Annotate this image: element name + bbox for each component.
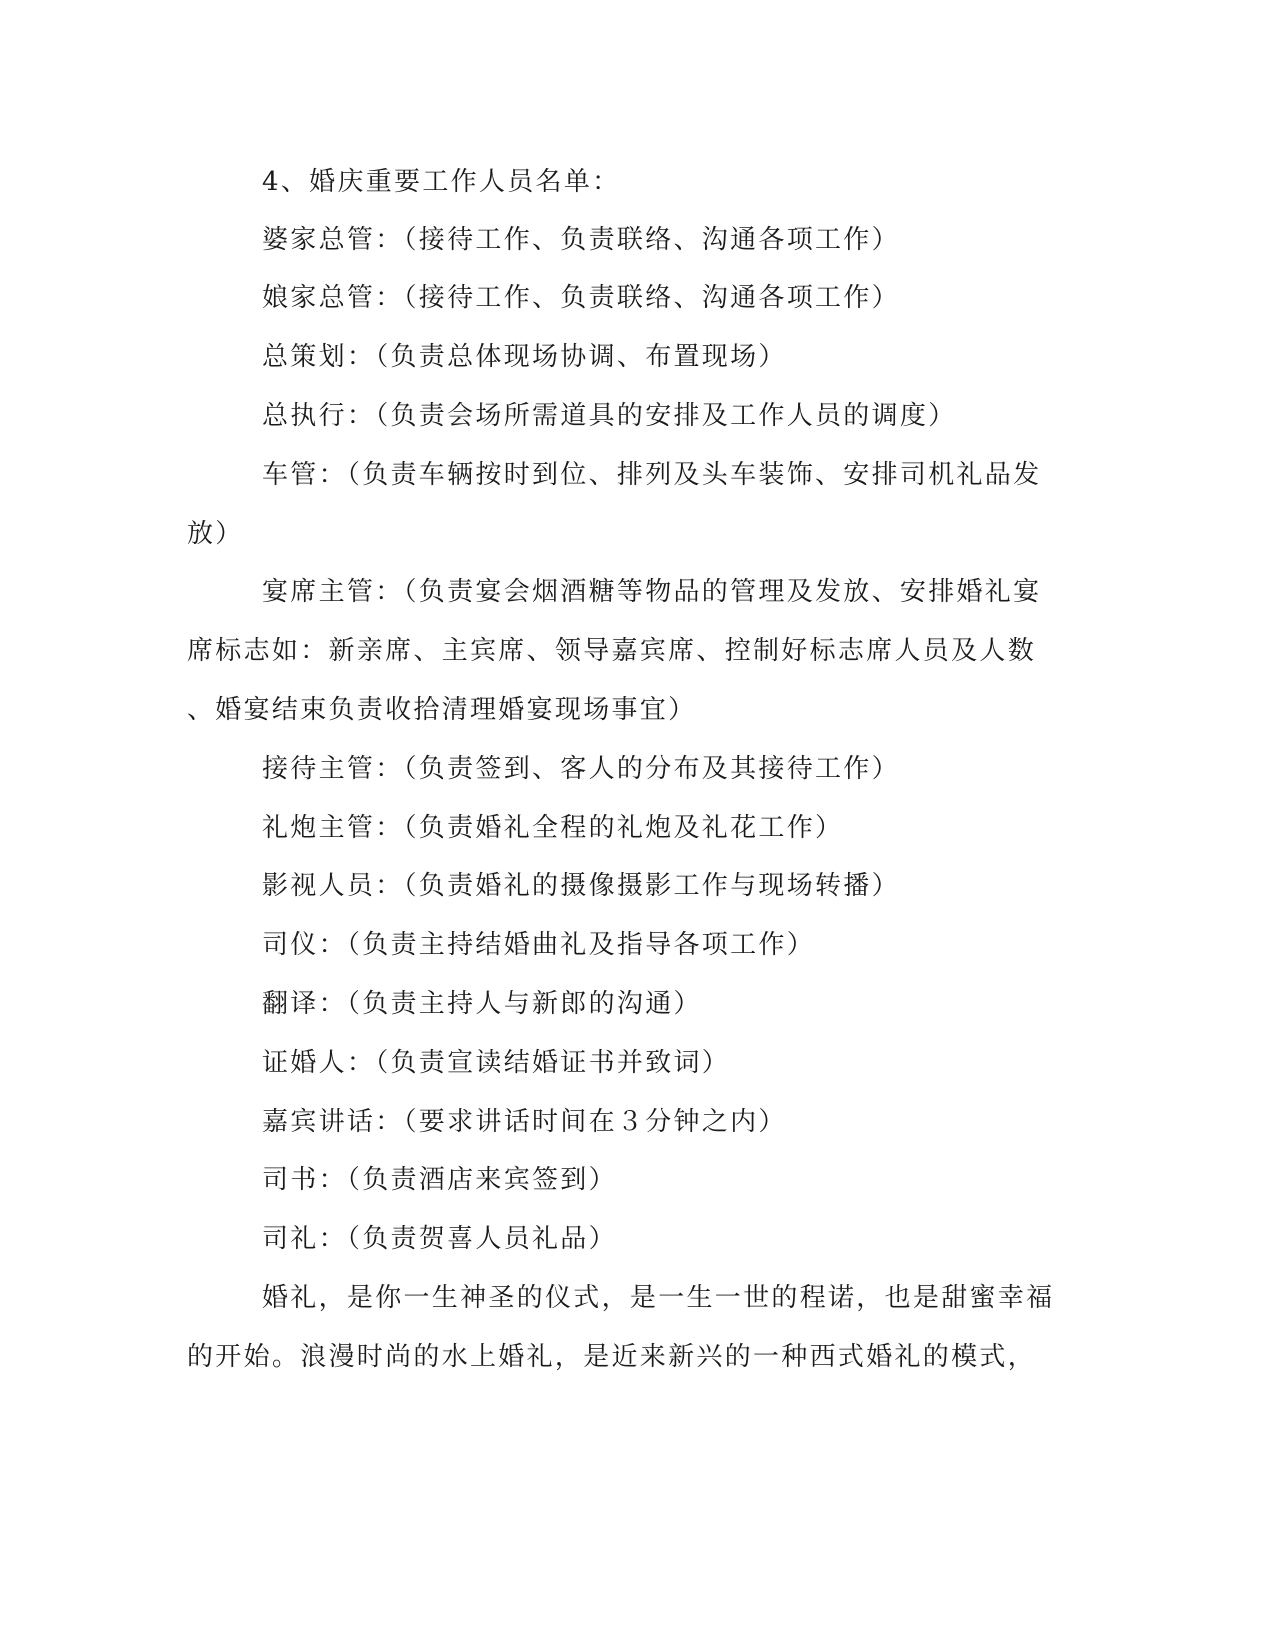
role-sishu: 司书：（负责酒店来宾签到）	[262, 1165, 617, 1195]
role-zhenghunren: 证婚人：（负责宣读结婚证书并致词）	[262, 1048, 731, 1078]
closing-paragraph-line-1: 婚礼，是你一生神圣的仪式，是一生一世的程诺，也是甜蜜幸福	[262, 1283, 1055, 1313]
role-pojia-zongguan: 婆家总管：（接待工作、负责联络、沟通各项工作）	[262, 225, 900, 255]
role-yingshi-renyuan: 影视人员：（负责婚礼的摄像摄影工作与现场转播）	[262, 871, 900, 901]
role-yanxi-zhuguan: 宴席主管：（负责宴会烟酒糖等物品的管理及发放、安排婚礼宴	[262, 577, 1042, 607]
role-yanxi-zhuguan-continued-2: 、婚宴结束负责收拾清理婚宴现场事宜）	[187, 695, 697, 725]
role-zongzhixing: 总执行：（负责会场所需道具的安排及工作人员的调度）	[262, 401, 957, 431]
role-cheguan: 车管：（负责车辆按时到位、排列及头车装饰、安排司机礼品发	[262, 460, 1042, 490]
role-jiedai-zhuguan: 接待主管：（负责签到、客人的分布及其接待工作）	[262, 754, 900, 784]
closing-paragraph-line-2: 的开始。浪漫时尚的水上婚礼，是近来新兴的一种西式婚礼的模式，	[187, 1342, 1037, 1372]
role-fanyi: 翻译：（负责主持人与新郎的沟通）	[262, 989, 702, 1019]
role-siyi: 司仪：（负责主持结婚曲礼及指导各项工作）	[262, 930, 816, 960]
role-cheguan-continued: 放）	[187, 519, 244, 549]
role-jiabin-jianghua: 嘉宾讲话：（要求讲话时间在３分钟之内）	[262, 1107, 787, 1137]
role-yanxi-zhuguan-continued: 席标志如：新亲席、主宾席、领导嘉宾席、控制好标志席人员及人数	[187, 636, 1037, 666]
role-niangjia-zongguan: 娘家总管：（接待工作、负责联络、沟通各项工作）	[262, 283, 900, 313]
section-heading: 4、婚庆重要工作人员名单：	[262, 167, 621, 197]
role-sili: 司礼：（负责贺喜人员礼品）	[262, 1224, 617, 1254]
role-zongcehua: 总策划：（负责总体现场协调、布置现场）	[262, 342, 787, 372]
role-lipao-zhuguan: 礼炮主管：（负责婚礼全程的礼炮及礼花工作）	[262, 813, 844, 843]
